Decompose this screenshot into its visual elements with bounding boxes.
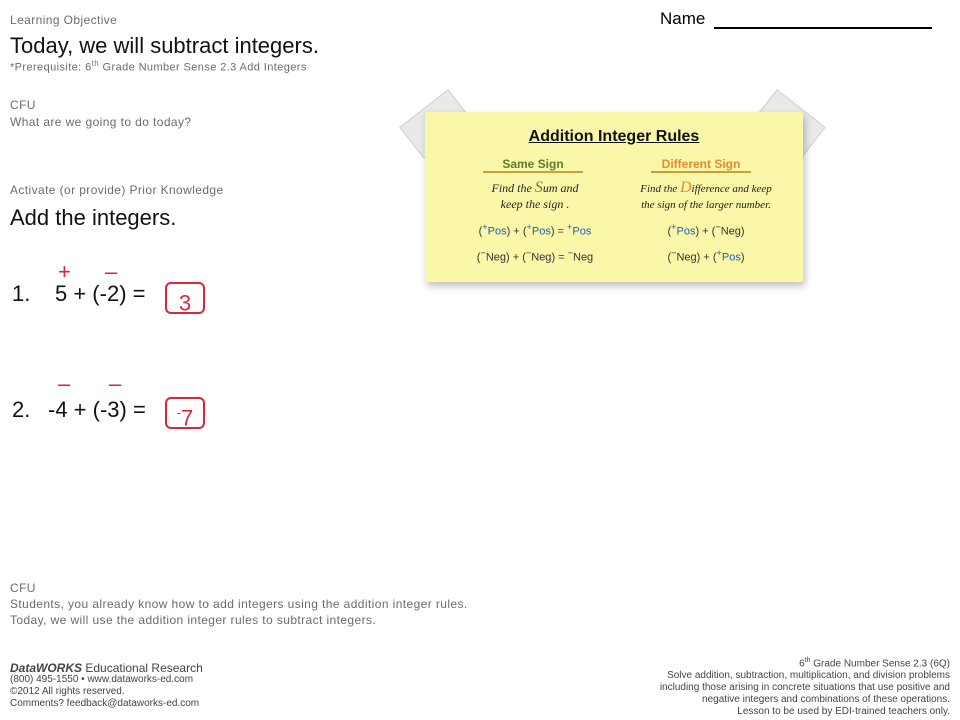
rules-title: Addition Integer Rules (528, 128, 700, 145)
same-sign-rule: Find the Sum and keep the sign . (491, 179, 579, 211)
standard-line-3: including those arising in concrete situations that use positive and (659, 682, 950, 694)
problem-1-expression: 5 + (-2) = (55, 281, 146, 306)
activate-instruction: Add the integers. (10, 205, 177, 230)
same-sign-example-positive: (+Pos) + (+Pos) = +Pos (478, 222, 592, 238)
problem-2-answer: -7 (165, 397, 205, 429)
cfu2-line1: Students, you already know how to add integers using the addition integer rules. (10, 597, 468, 611)
objective-text: Today, we will subtract integers. (10, 33, 319, 58)
problem-1-sign-a: + (58, 259, 71, 284)
objective-label: Learning Objective (10, 13, 118, 27)
addition-rules-note (425, 112, 803, 282)
name-line[interactable] (714, 11, 932, 29)
standard-line-5: Lesson to be used by EDI-trained teachers only. (737, 706, 950, 718)
problem-2-number: 2. (12, 397, 31, 422)
problem-2-sign-a: – (58, 371, 71, 396)
problem-2-sign-b: – (109, 371, 122, 396)
cfu-label: CFU (10, 98, 36, 112)
problem-1-number: 1. (12, 281, 31, 306)
cfu2-line2: Today, we will use the addition integer rules to subtract integers. (10, 613, 377, 627)
publisher-brand: DataWORKS Educational Research (10, 661, 203, 675)
problem-2-expression: -4 + (-3) = (48, 397, 146, 422)
standard-line-4: negative integers and combinations of these operations. (702, 694, 950, 706)
same-sign-example-negative: (−Neg) + (−Neg) = −Neg (476, 248, 594, 264)
publisher-copyright: ©2012 All rights reserved. (10, 686, 125, 697)
cfu-question: What are we going to do today? (10, 115, 192, 129)
name-field[interactable] (660, 9, 932, 29)
different-sign-example-2: (−Neg) + (+Pos) (667, 248, 745, 264)
problem-1-sign-b: – (105, 259, 118, 284)
different-sign-example-1: (+Pos) + (−Neg) (667, 222, 745, 238)
standard-line-2: Solve addition, subtraction, multiplication, and division problems (667, 670, 950, 682)
prerequisite: *Prerequisite: 6th Grade Number Sense 2.3 Add Integers (10, 59, 307, 74)
footer-standard (530, 655, 950, 718)
problem-1-answer: 3 (165, 282, 205, 314)
different-sign-heading: Different Sign (651, 157, 751, 173)
different-sign-rule: Find the Difference and keep the sign of the larger number. (640, 179, 772, 211)
cfu2-label: CFU (10, 581, 36, 595)
name-label: Name (660, 9, 706, 28)
standard-title: 6th Grade Number Sense 2.3 (6Q) (799, 657, 950, 670)
publisher-feedback: Comments? feedback@dataworks-ed.com (10, 698, 200, 709)
publisher-contact: (800) 495-1550 • www.dataworks-ed.com (10, 674, 194, 685)
footer-publisher (10, 662, 203, 710)
same-sign-heading: Same Sign (483, 157, 583, 173)
activate-label: Activate (or provide) Prior Knowledge (10, 183, 224, 197)
